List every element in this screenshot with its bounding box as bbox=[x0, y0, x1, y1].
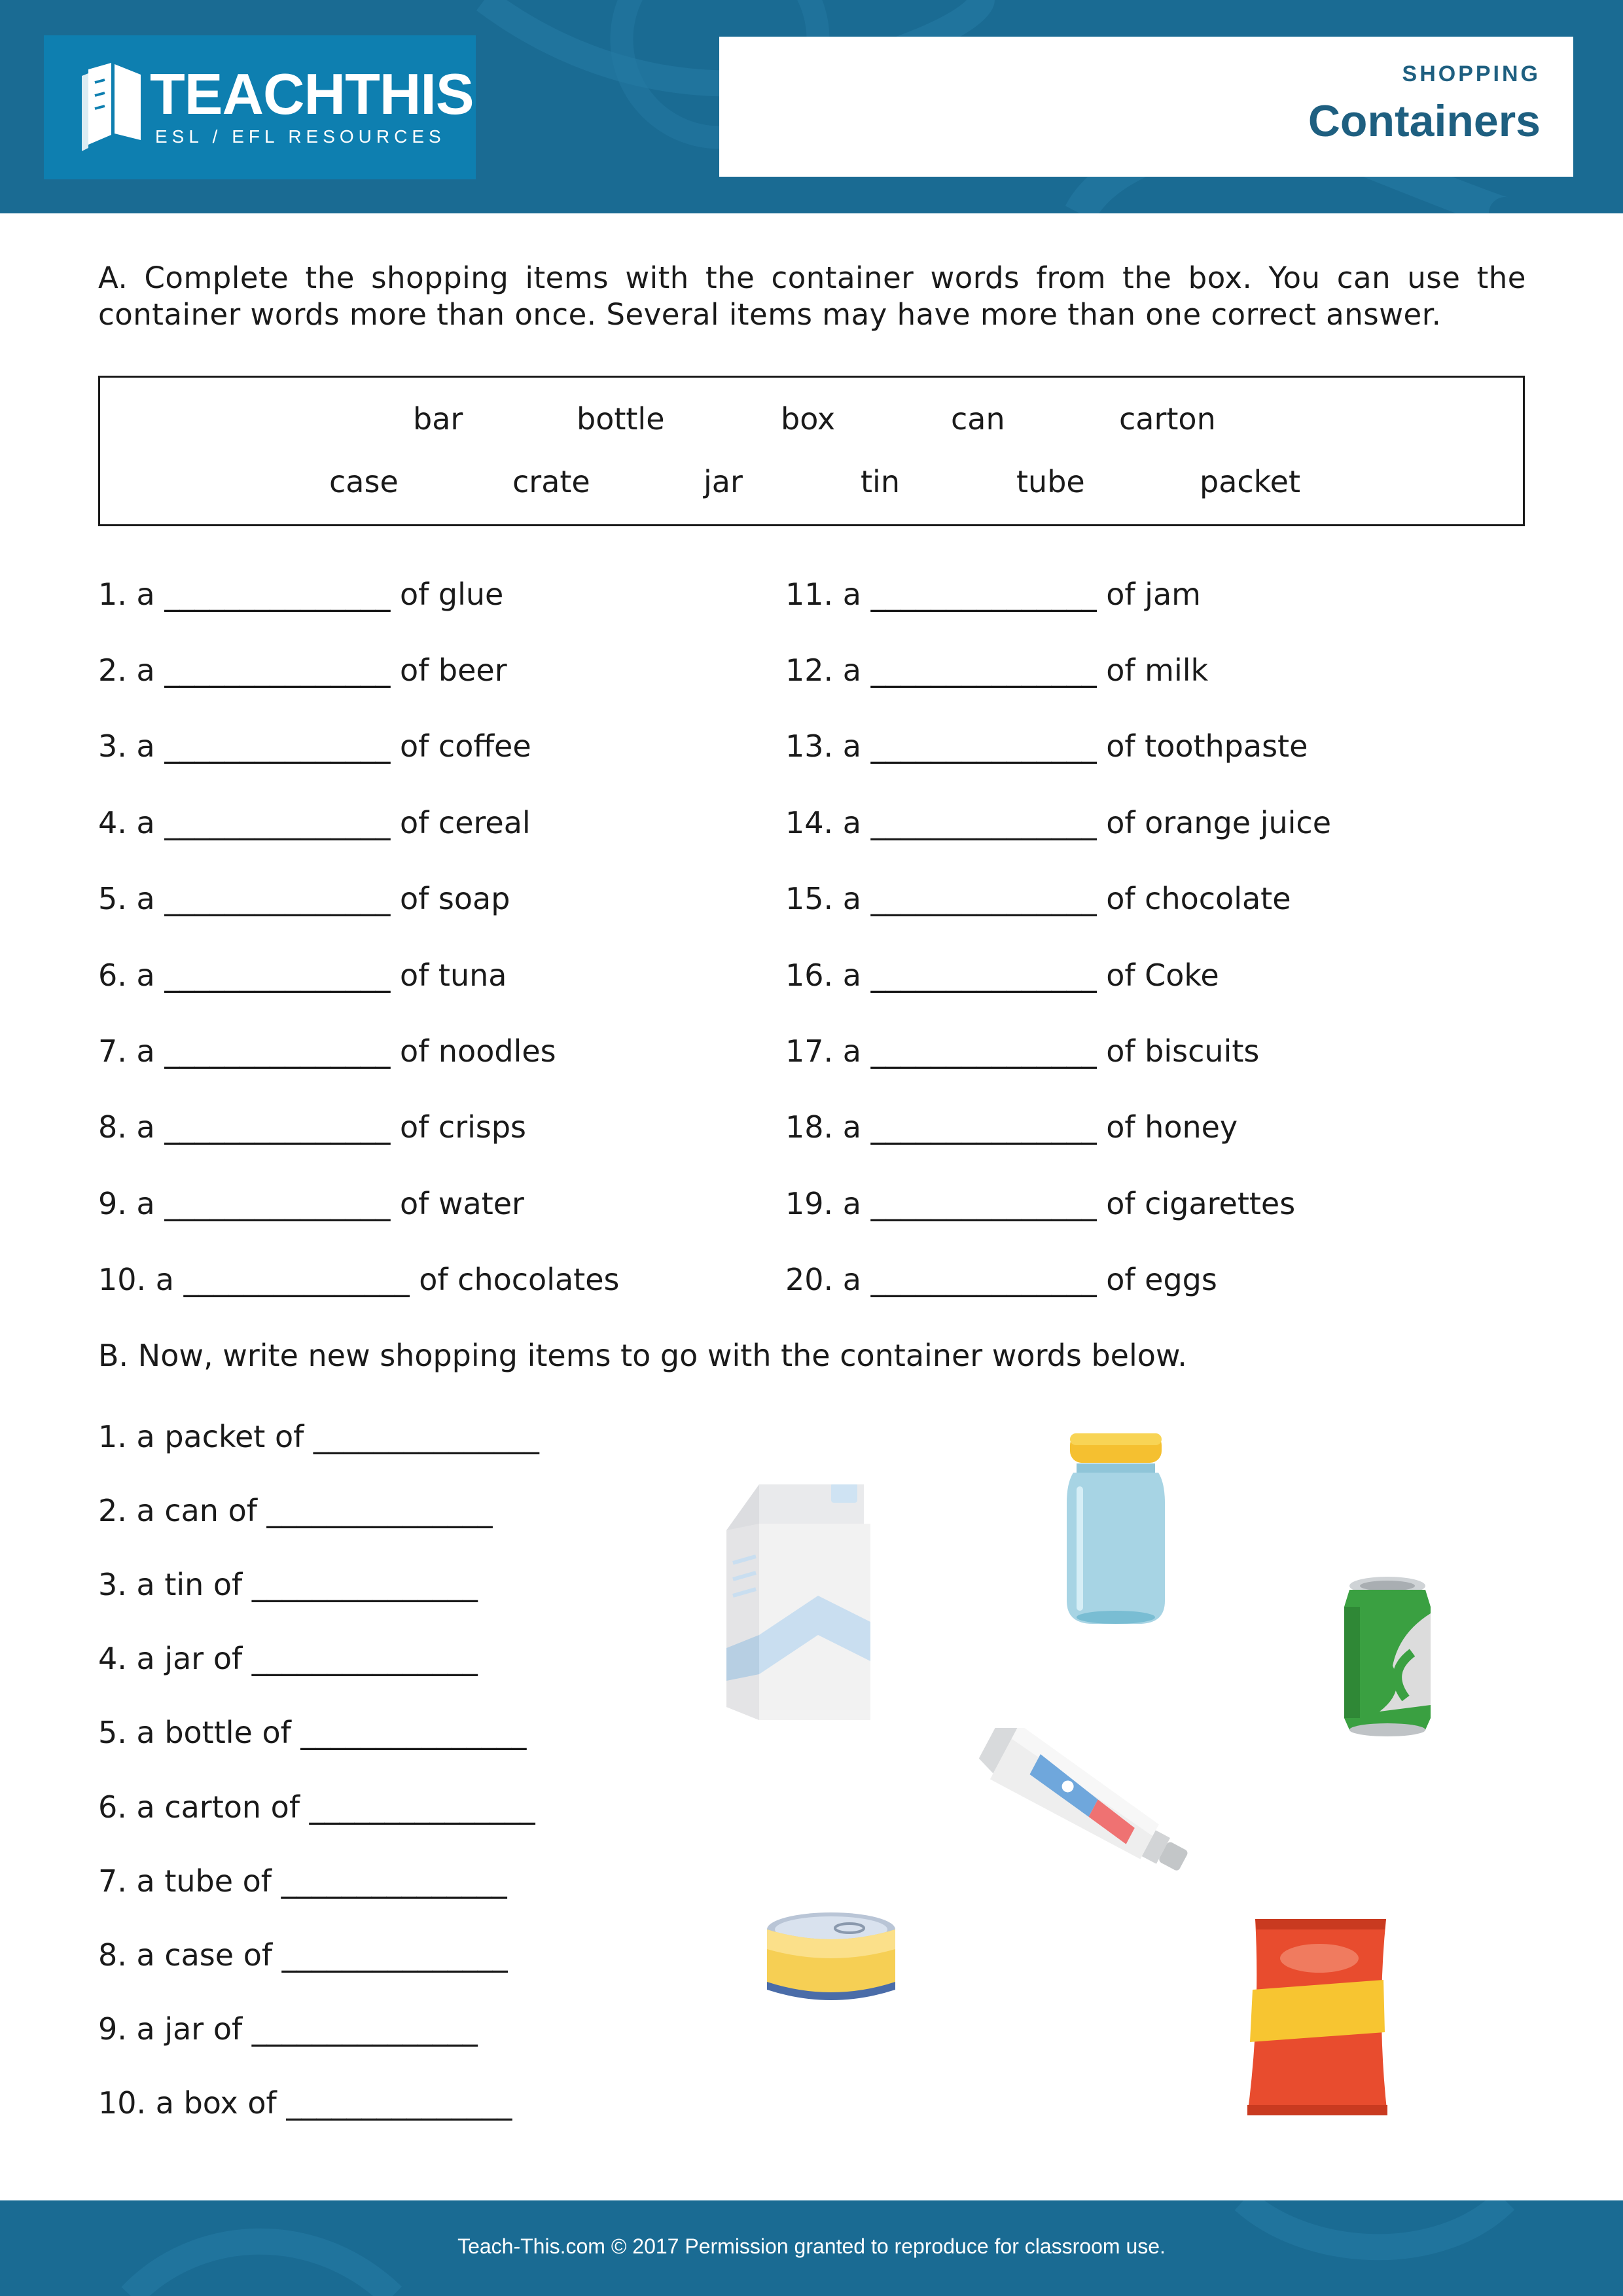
exercise-item: 18. a _______________ of honey bbox=[785, 1109, 1238, 1145]
glass-jar-icon bbox=[1060, 1431, 1171, 1627]
word-box-word: case bbox=[329, 464, 399, 499]
exercise-item: 9. a jar of _______________ bbox=[98, 2011, 478, 2047]
exercise-item: 1. a packet of _______________ bbox=[98, 1419, 539, 1454]
toothpaste-tube-icon bbox=[962, 1728, 1204, 1885]
word-box-word: carton bbox=[1119, 401, 1216, 437]
exercise-item: 12. a _______________ of milk bbox=[785, 653, 1209, 688]
page-header bbox=[0, 0, 1623, 213]
part-b-instructions: B. Now, write new shopping items to go with the container words below. bbox=[98, 1338, 1187, 1373]
exercise-item: 15. a _______________ of chocolate bbox=[785, 881, 1291, 916]
exercise-item: 5. a _______________ of soap bbox=[98, 881, 510, 916]
exercise-item: 3. a tin of _______________ bbox=[98, 1567, 478, 1602]
exercise-item: 13. a _______________ of toothpaste bbox=[785, 728, 1308, 764]
exercise-item: 6. a _______________ of tuna bbox=[98, 958, 507, 993]
word-box-word: tube bbox=[1016, 464, 1085, 499]
exercise-item: 10. a _______________ of chocolates bbox=[98, 1262, 620, 1297]
exercise-item: 6. a carton of _______________ bbox=[98, 1789, 535, 1825]
milk-carton-icon bbox=[726, 1484, 870, 1720]
exercise-item: 4. a _______________ of cereal bbox=[98, 805, 531, 840]
exercise-item: 11. a _______________ of jam bbox=[785, 577, 1201, 612]
crisps-packet-icon bbox=[1236, 1911, 1399, 2121]
word-box-word: jar bbox=[704, 464, 743, 499]
word-box-word: packet bbox=[1200, 464, 1301, 499]
logo bbox=[44, 35, 476, 179]
exercise-item: 4. a jar of _______________ bbox=[98, 1641, 478, 1676]
word-box-word: bar bbox=[413, 401, 463, 437]
word-box-word: can bbox=[951, 401, 1005, 437]
exercise-item: 7. a tube of _______________ bbox=[98, 1863, 507, 1899]
exercise-item: 1. a _______________ of glue bbox=[98, 577, 504, 612]
exercise-item: 9. a _______________ of water bbox=[98, 1186, 524, 1221]
page-title: Containers bbox=[1308, 96, 1541, 146]
exercise-item: 2. a can of _______________ bbox=[98, 1493, 493, 1528]
word-box-word: bottle bbox=[577, 401, 665, 437]
exercise-item: 10. a box of _______________ bbox=[98, 2085, 512, 2121]
exercise-item: 8. a _______________ of crisps bbox=[98, 1109, 527, 1145]
exercise-item: 3. a _______________ of coffee bbox=[98, 728, 531, 764]
footer-copyright: Teach-This.com © 2017 Permission granted to reproduce for classroom use. bbox=[457, 2234, 1166, 2258]
word-box-word: crate bbox=[512, 464, 590, 499]
book-logo-icon bbox=[75, 56, 147, 154]
logo-tagline: ESL / EFL RESOURCES bbox=[155, 126, 446, 147]
page-footer bbox=[0, 2200, 1623, 2296]
exercise-item: 16. a _______________ of Coke bbox=[785, 958, 1219, 993]
exercise-item: 2. a _______________ of beer bbox=[98, 653, 507, 688]
title-box bbox=[719, 37, 1573, 177]
word-box-word: box bbox=[781, 401, 836, 437]
exercise-item: 19. a _______________ of cigarettes bbox=[785, 1186, 1296, 1221]
exercise-item: 20. a _______________ of eggs bbox=[785, 1262, 1217, 1297]
word-box bbox=[98, 376, 1525, 526]
exercise-item: 17. a _______________ of biscuits bbox=[785, 1033, 1260, 1069]
word-box-word: tin bbox=[861, 464, 900, 499]
soda-can-icon bbox=[1340, 1574, 1435, 1738]
exercise-item: 14. a _______________ of orange juice bbox=[785, 805, 1331, 840]
exercise-item: 5. a bottle of _______________ bbox=[98, 1715, 527, 1750]
exercise-item: 7. a _______________ of noodles bbox=[98, 1033, 556, 1069]
part-a-instructions: A. Complete the shopping items with the container words from the box. You can use the container words more than once. Several items may have more than one correct answer. bbox=[98, 260, 1526, 332]
exercise-item: 8. a case of _______________ bbox=[98, 1937, 508, 1973]
tuna-tin-icon bbox=[764, 1910, 899, 2008]
logo-name: TEACHTHIS bbox=[150, 62, 474, 126]
page-category: SHOPPING bbox=[1402, 62, 1541, 86]
